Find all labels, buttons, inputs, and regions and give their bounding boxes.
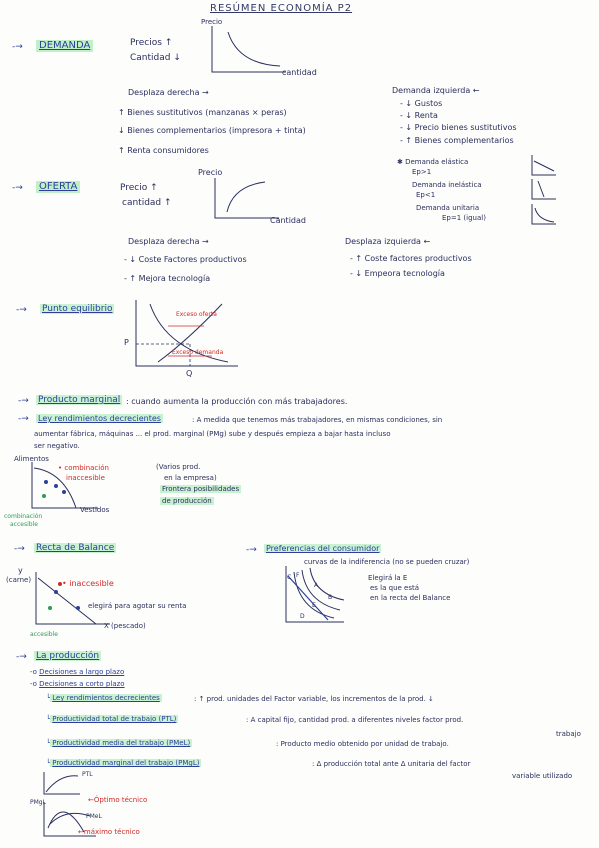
demanda-derecha-item: ↑ Renta consumidores [118, 146, 209, 155]
recta-balance-agotar: elegirá para agotar su renta [88, 602, 187, 610]
produccion-pmel: └ Productividad media del trabajo (PMeL) [46, 739, 191, 747]
produccion-pmgl-text-2: variable utilizado [512, 772, 573, 780]
preferencias-elegira-1: Elegirá la E [368, 574, 408, 582]
preferencias-elegira-2: es la que está [370, 584, 420, 592]
oferta-derecha-item: - ↑ Mejora tecnología [124, 274, 211, 283]
ley-rendimientos-line3: ser negativo. [34, 442, 80, 450]
arrow-bullet-icon: -→ [12, 183, 23, 193]
preferencias-elegira-3: en la recta del Balance [370, 594, 451, 602]
demanda-curve-graph [210, 26, 290, 76]
arrow-bullet-icon: -→ [246, 545, 257, 555]
optimo-tecnico-label: ←Óptimo técnico [88, 796, 148, 804]
preferencias-sub: curvas de la indiferencia (no se pueden cruzar) [304, 558, 470, 566]
inelastica-mini-graph [530, 179, 558, 201]
produccion-pmel-heading: Productividad media del trabajo (PMeL) [52, 739, 191, 747]
demanda-elastica: ✱ Demanda elástica [397, 158, 469, 166]
optimo-tecnico-text: Óptimo técnico [93, 796, 148, 804]
oferta-curve-graph [213, 178, 283, 220]
demanda-unitaria: Demanda unitaria [416, 204, 480, 212]
indiferencia-label: D [300, 613, 305, 620]
oferta-heading: OFERTA [36, 181, 80, 193]
oferta-cantidad: cantidad ↑ [122, 198, 172, 208]
pmgl-curve-label: PMgL [30, 799, 46, 806]
producto-marginal-text: : cuando aumenta la producción con más trabajadores. [126, 397, 348, 406]
produccion-corto-text: Decisiones a corto plazo [39, 680, 125, 688]
indiferencia-label: F [296, 572, 300, 579]
recta-balance-heading: Recta de Balance [36, 543, 115, 553]
indiferencia-label: C [287, 574, 292, 581]
producto-marginal-heading: Producto marginal [38, 395, 121, 405]
oferta-izquierda-title: Desplaza izquierda ← [345, 237, 431, 246]
exceso-demanda-label: Exceso demanda [172, 349, 224, 356]
indiferencia-label: A [314, 582, 319, 589]
demanda-derecha-title: Desplaza derecha → [128, 88, 209, 97]
produccion-ley-heading: Ley rendimientos decrecientes [52, 694, 160, 702]
demanda-inelastica-ep: Ep<1 [416, 191, 436, 199]
equilibrio-q-label: Q [186, 369, 193, 378]
maximo-tecnico-label: ←máximo técnico [78, 828, 140, 836]
unitaria-mini-graph [530, 204, 558, 226]
recta-balance-x: X (pescado) [104, 622, 146, 630]
frontera-accesible: combinación [4, 513, 43, 520]
maximo-tecnico-text: máximo técnico [83, 828, 140, 836]
frontera-vestidos: Vestidos [80, 506, 110, 514]
produccion-ley-text: : ↑ prod. unidades del Factor variable, los incrementos de la prod. ↓ [194, 695, 434, 703]
page-title: RESÚMEN ECONOMÍA P2 [210, 3, 353, 14]
frontera-note-3: Frontera posibilidades [162, 485, 240, 493]
recta-balance-inaccesible: • inaccesible [62, 579, 114, 588]
produccion-ptl-text: : A capital fijo, cantidad prod. a diferentes niveles factor prod. [246, 716, 464, 724]
demanda-inelastica: Demanda inelástica [412, 181, 482, 189]
demanda-unitaria-ep: Ep=1 (igual) [442, 214, 486, 222]
produccion-pmgl-text: : Δ producción total ante Δ unitaria del factor [312, 760, 471, 768]
ley-rendimientos-heading: Ley rendimientos decrecientes [38, 414, 161, 423]
oferta-derecha-title: Desplaza derecha → [128, 237, 209, 246]
frontera-inaccesible-2: inaccesible [66, 474, 105, 482]
arrow-bullet-icon: -→ [18, 414, 29, 424]
frontera-accesible-2: accesible [10, 521, 38, 528]
demanda-izquierda-item: - ↓ Gustos [400, 99, 443, 108]
oferta-derecha-item: - ↓ Coste Factores productivos [124, 255, 247, 264]
produccion-pmgl-heading: Productividad marginal del trabajo (PMgL) [52, 759, 200, 767]
arrow-bullet-icon: -→ [18, 396, 29, 406]
demanda-derecha-item: ↓ Bienes complementarios (impresora + tinta) [118, 126, 306, 135]
frontera-note-4: de producción [162, 497, 212, 505]
ley-rendimientos-line1: : A medida que tenemos más trabajadores, en mismas condiciones, sin [192, 416, 443, 424]
frontera-note-2: en la empresa) [164, 474, 217, 482]
recta-balance-accesible: accesible [30, 631, 58, 638]
demanda-derecha-item: ↑ Bienes sustitutivos (manzanas × peras) [118, 108, 287, 117]
demanda-heading: DEMANDA [36, 40, 93, 52]
oferta-izquierda-item: - ↓ Empeora tecnología [350, 269, 445, 278]
produccion-ptl-heading: Productividad total de trabajo (PTL) [52, 715, 177, 723]
produccion-corto: -o Decisiones a corto plazo [30, 680, 125, 688]
demanda-precios: Precios ↑ [130, 38, 173, 48]
indiferencia-label: B [328, 594, 333, 601]
produccion-ptl: └ Productividad total de trabajo (PTL) [46, 715, 177, 723]
exceso-oferta-label: Exceso oferta [176, 311, 217, 318]
demanda-graph-cantidad: cantidad [282, 68, 317, 77]
equilibrio-p-label: P [124, 338, 129, 347]
produccion-ptl-text-2: trabajo [556, 730, 581, 738]
indiferencia-graph [284, 566, 346, 626]
frontera-alimentos: Alimentos [14, 455, 49, 463]
arrow-bullet-icon: -→ [14, 544, 25, 554]
produccion-pmgl: └ Productividad marginal del trabajo (PMgL) [46, 759, 200, 767]
frontera-inaccesible: • combinación [58, 464, 109, 472]
demanda-elastica-ep: Ep>1 [412, 168, 432, 176]
demanda-izquierda-item: - ↑ Bienes complementarios [400, 136, 514, 145]
equilibrio-heading: Punto equilibrio [42, 304, 113, 314]
indiferencia-label: E [312, 602, 316, 609]
frontera-note-1: (Varios prod. [156, 463, 201, 471]
pmel-curve-label: PMeL [86, 813, 102, 820]
produccion-ley: └ Ley rendimientos decrecientes [46, 694, 160, 702]
preferencias-heading: Preferencias del consumidor [266, 544, 380, 553]
demanda-graph-precio: Precio [201, 18, 223, 26]
elastica-mini-graph [530, 155, 558, 177]
produccion-pmel-text: : Producto medio obtenido por unidad de trabajo. [276, 740, 449, 748]
demanda-izquierda-title: Demanda izquierda ← [392, 86, 480, 95]
demanda-cantidad: Cantidad ↓ [130, 53, 181, 63]
ptl-curve-label: PTL [82, 771, 93, 778]
arrow-bullet-icon: -→ [16, 305, 27, 315]
produccion-largo-text: Decisiones a largo plazo [39, 668, 125, 676]
oferta-izquierda-item: - ↑ Coste factores productivos [350, 254, 472, 263]
oferta-graph-cantidad: Cantidad [270, 216, 306, 225]
demanda-izquierda-item: - ↓ Renta [400, 111, 438, 120]
produccion-largo: -o Decisiones a largo plazo [30, 668, 125, 676]
arrow-bullet-icon: -→ [12, 42, 23, 52]
demanda-izquierda-item: - ↓ Precio bienes sustitutivos [400, 123, 517, 132]
oferta-precio: Precio ↑ [120, 183, 158, 193]
recta-balance-y: y [18, 566, 23, 575]
recta-balance-y-unit: (carne) [6, 576, 32, 584]
oferta-graph-precio: Precio [198, 168, 223, 177]
arrow-bullet-icon: -→ [16, 652, 27, 662]
produccion-heading: La producción [36, 651, 100, 661]
ley-rendimientos-line2: aumentar fábrica, máquinas ... el prod. marginal (PMg) sube y después empieza a bajar hasta incluso [34, 430, 391, 438]
